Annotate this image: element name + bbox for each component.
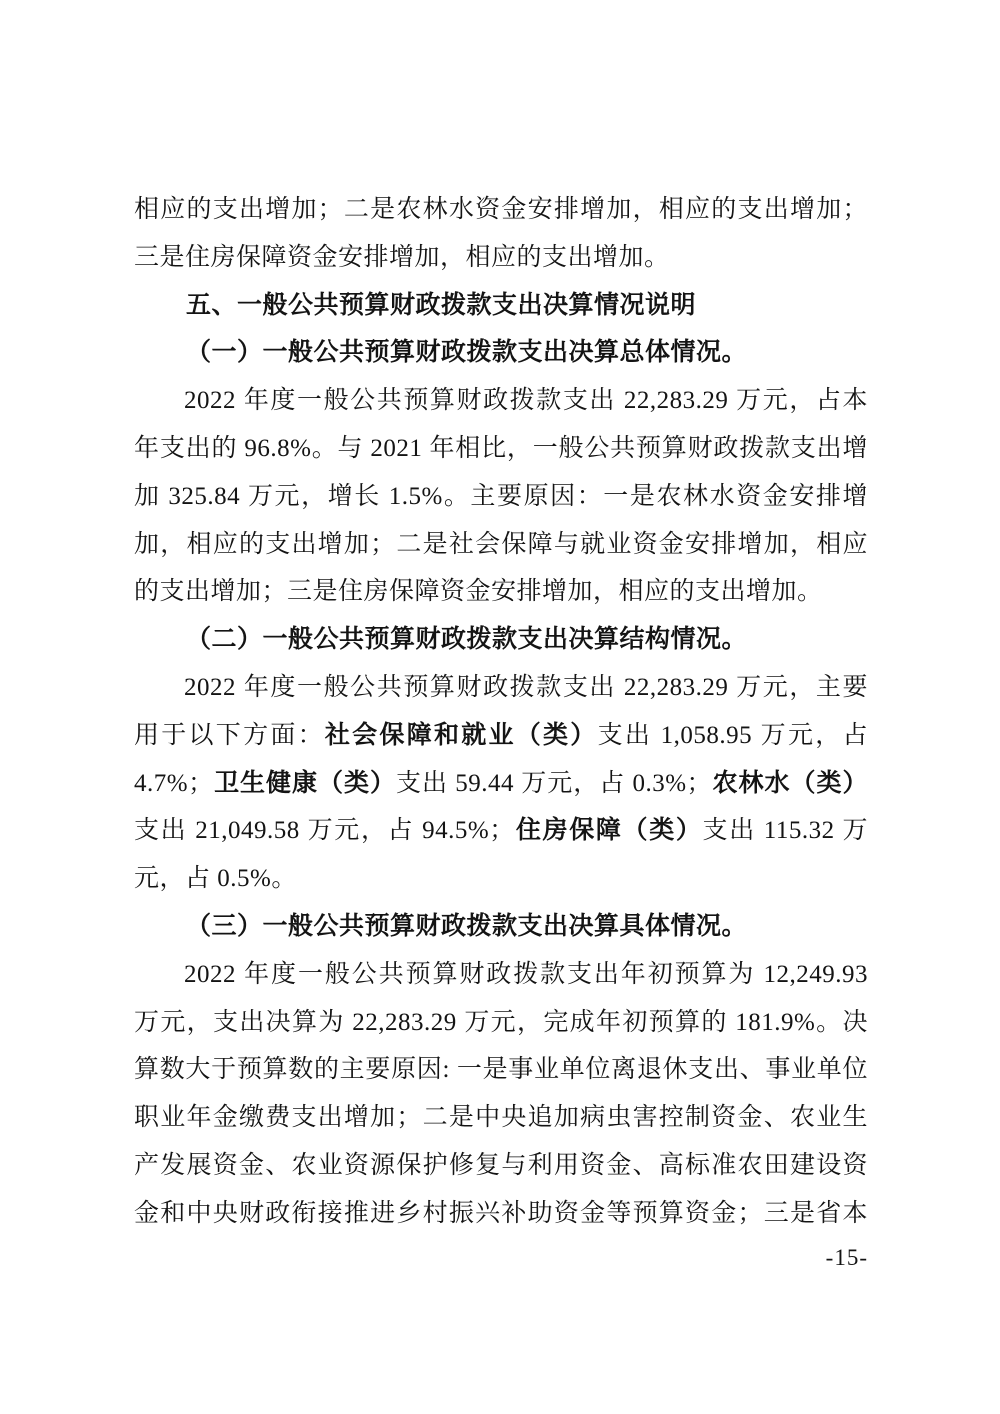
heading-text: （一）一般公共预算财政拨款支出决算总体情况。	[186, 338, 748, 367]
text-run: 支出 1,058.95 万元，占	[597, 721, 868, 749]
page-number-row	[134, 1243, 868, 1273]
text-line	[134, 1046, 868, 1094]
text-run: 2022 年度一般公共预算财政拨款支出年初预算为 12,249.93	[184, 960, 868, 988]
emphasis-run: 住房保障（类）	[514, 816, 703, 845]
heading-section-5	[134, 282, 868, 330]
text-run: 金和中央财政衔接推进乡村振兴补助资金等预算资金；三是省本	[134, 1199, 868, 1227]
emphasis-run: 社会保障和就业（类）	[324, 720, 598, 749]
text-line	[134, 855, 868, 903]
text-run: 加，相应的支出增加；二是社会保障与就业资金安排增加，相应	[134, 530, 868, 558]
emphasis-run: 农林水（类）	[712, 768, 868, 797]
text-run: 用于以下方面：	[134, 721, 325, 749]
heading-subsection-2	[134, 616, 868, 664]
text-run: 相应的支出增加；二是农林水资金安排增加，相应的支出增加；	[134, 196, 868, 223]
heading-text: 五、一般公共预算财政拨款支出决算情况说明	[186, 290, 697, 319]
text-line	[134, 951, 868, 999]
text-run: 万元，支出决算为 22,283.29 万元，完成年初预算的 181.9%。决	[134, 1008, 868, 1036]
text-line	[134, 568, 868, 616]
heading-text: （二）一般公共预算财政拨款支出决算结构情况。	[186, 625, 748, 654]
text-run: 年支出的 96.8%。与 2021 年相比，一般公共预算财政拨款支出增	[134, 434, 868, 462]
text-run: 加 325.84 万元，增长 1.5%。主要原因：一是农林水资金安排增	[134, 482, 868, 510]
text-run: 职业年金缴费支出增加；二是中央追加病虫害控制资金、农业生	[134, 1104, 868, 1132]
text-run: 支出 59.44 万元，占 0.3%；	[396, 769, 713, 797]
page-number: -15-	[825, 1245, 868, 1270]
text-line	[134, 377, 868, 425]
text-run: 产发展资金、农业资源保护修复与利用资金、高标准农田建设资	[134, 1151, 868, 1179]
text-run: 三是住房保障资金安排增加，相应的支出增加。	[134, 243, 670, 271]
text-line	[134, 760, 868, 808]
heading-subsection-1	[134, 329, 868, 377]
text-run: 4.7%；	[134, 769, 214, 797]
text-line	[134, 234, 868, 282]
text-run: 的支出增加；三是住房保障资金安排增加，相应的支出增加。	[134, 578, 823, 606]
text-line	[134, 712, 868, 760]
text-line	[134, 186, 868, 234]
text-line	[134, 1094, 868, 1142]
heading-subsection-3	[134, 903, 868, 951]
text-run: 2022 年度一般公共预算财政拨款支出 22,283.29 万元，占本	[184, 387, 868, 415]
heading-text: （三）一般公共预算财政拨款支出决算具体情况。	[186, 911, 748, 940]
text-line	[134, 473, 868, 521]
text-run: 元，占 0.5%。	[134, 865, 297, 893]
text-run: 支出 21,049.58 万元，占 94.5%；	[134, 817, 515, 845]
text-line	[134, 664, 868, 712]
text-run: 支出 115.32 万	[702, 817, 868, 845]
document-body	[134, 186, 868, 1238]
text-run: 算数大于预算数的主要原因: 一是事业单位离退休支出、事业单位	[134, 1056, 868, 1084]
text-line	[134, 1190, 868, 1238]
emphasis-run: 卫生健康（类）	[213, 768, 397, 797]
text-line	[134, 521, 868, 569]
text-line	[134, 425, 868, 473]
text-line	[134, 1142, 868, 1190]
text-line	[134, 999, 868, 1047]
text-line	[134, 807, 868, 855]
text-run: 2022 年度一般公共预算财政拨款支出 22,283.29 万元，主要	[184, 673, 868, 701]
